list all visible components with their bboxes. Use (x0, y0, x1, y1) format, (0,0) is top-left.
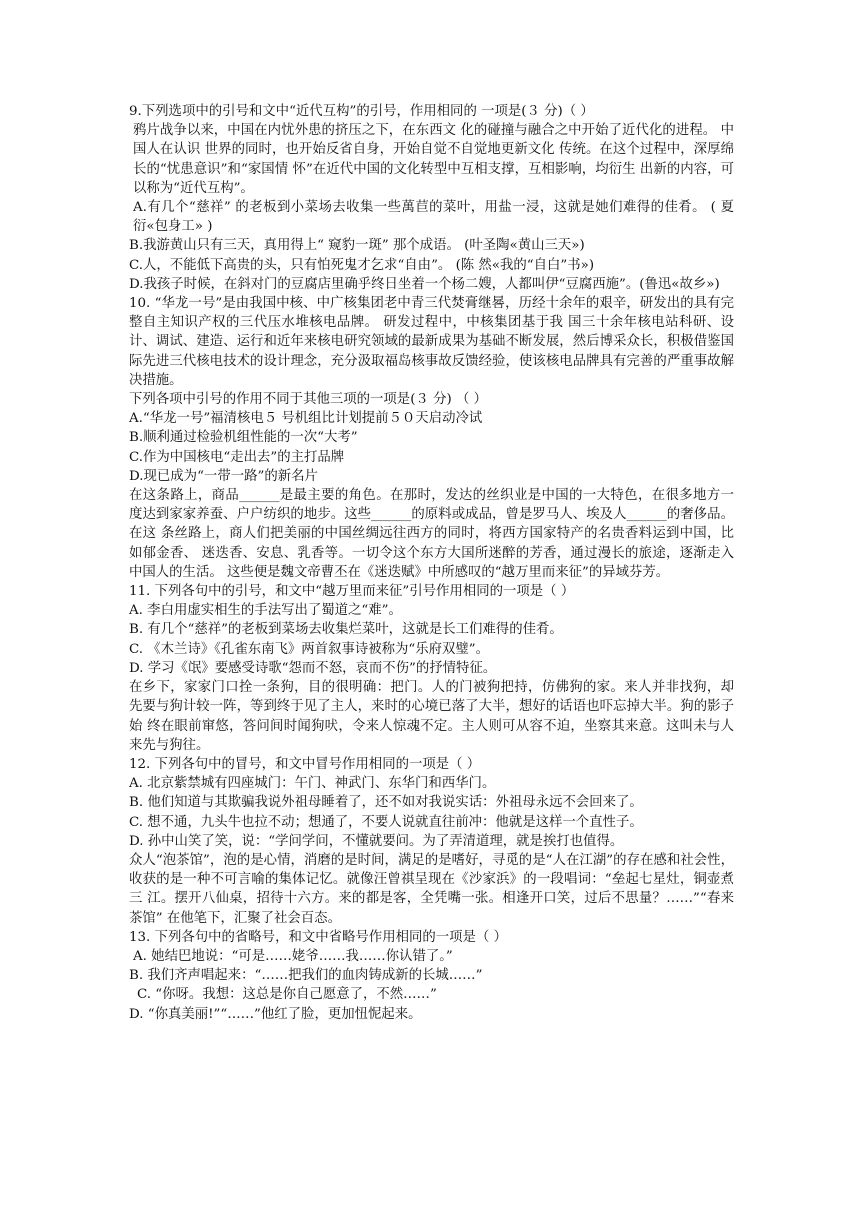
q12-stem: 12. 下列各句中的冒号，和文中冒号作用相同的一项是（ ） (129, 756, 481, 772)
q13-passage: 众人“泡茶馆”，泡的是心情，消磨的是时间，满足的是嗜好，寻觅的是“人在江湖”的存在感和社会性， 收获的是一种不可言喻的集体记忆。就像汪曾祺呈现在《沙家浜》的一段唱词：“垒起七星灶，铜壶煮三 江。摆开八仙桌，招待十六方。来的都是客，全凭嘴一张。相逢开口笑，过后不思量？……”“春来茶馆” 在他笔下，汇聚了社会百态。 (129, 852, 734, 926)
q11-option-d: D. 学习《氓》要感受诗歌“怨而不怒，哀而不伤”的抒情特征。 (129, 660, 497, 676)
q9-passage: 鸦片战争以来，中国在内忧外患的挤压之下，在东西文 化的碰撞与融合之中开始了近代化的进程。 中国人在认识 世界的同时，也开始反省自身，开始自觉不自觉地更新文化 传统。在这个过程中，深厚绵长的“忧患意识”和“家国情 怀”在近代中国的文化转型中互相支撑，互相影响，均衍生 出新的内容，可以称为“近代互构”。 (133, 123, 734, 196)
q12-option-a: A. 北京紫禁城有四座城门：午门、神武门、东华门和西华门。 (129, 776, 496, 792)
q9-option-b: B.我游黄山只有三天，真用得上“ 窥豹一斑” 那个成语。 (叶圣陶«黄山三天») (129, 238, 585, 254)
q11-option-b: B. 有几个“慈祥”的老板到菜场去收集烂菜叶，这就是长工们难得的佳肴。 (129, 622, 563, 638)
q9-option-c: C.人，不能低下高贵的头，只有怕死鬼才乞求“自由”。 (陈 然«我的“自白”书») (129, 257, 595, 273)
q12-option-c: C. 想不通，九头牛也拉不动；想通了，不要人说就直往前冲：他就是这样一个直性子。 (129, 814, 643, 830)
q9-option-a: A.有几个“慈祥” 的老板到小菜场去收集一些萬苣的菜叶，用盐一浸，这就是她们难得的佳肴。 ( 夏衍«包身工» ) (133, 200, 734, 235)
document-page (129, 102, 734, 1024)
q12-option-d: D. 孙中山笑了笑，说：“学问学问，不懂就要问。为了弄清道理，就是挨打也值得。 (129, 833, 624, 849)
q13-option-a: A. 她结巴地说：“可是……姥爷……我……你认错了。” (133, 948, 453, 964)
q11-passage: 在这条路上，商品______是最主要的角色。在那时，发达的丝织业是中国的一大特色，在很多地方一 度达到家家养蚕、户户纺织的地步。这些______的原料或成品，曾是罗马人、埃及人______的奢侈品。在这 条丝路上，商人们把美丽的中国丝绸远往西方的同时，将西方国家特产的名贵香料运到中国，比如郁金香、 迷迭香、安息、乳香等。一切令这个东方大国所迷醉的芳香，通过漫长的旅途，逐渐走入中国人的生活。 这些便是魏文帝曹丕在《迷迭赋》中所感叹的“越万里而来征”的异域芬芳。 (129, 488, 734, 580)
q12-passage: 在乡下，家家门口拴一条狗，目的很明确：把门。人的门被狗把持，仿佛狗的家。来人并非找狗，却 先要与狗计较一阵，等到终于见了主人，来时的心境已落了大半，想好的话语也吓忘掉大半。狗的影子始 终在眼前窜悠，答问间时闻狗吠，令来人惊魂不定。主人则可从容不迫，坐察其来意。这叫未与人来先与狗往。 (129, 680, 734, 753)
q13-stem: 13. 下列各句中的省略号，和文中省略号作用相同的一项是（ ） (129, 929, 507, 945)
q10-option-b: B.顺利通过检验机组性能的一次“大考” (129, 430, 358, 446)
q9-stem: 9.下列选项中的引号和文中“近代互构”的引号，作用相同的 一项是(３ 分)（ ） (129, 104, 594, 119)
q12-option-b: B. 他们知道与其欺骗我说外祖母睡着了，还不如对我说实话：外祖母永远不会回来了。 (129, 795, 643, 811)
q11-option-a: A. 李白用虚实相生的手法写出了蜀道之“难”。 (129, 603, 402, 619)
q10-option-a: A.“华龙一号”福清核电５ 号机组比计划提前５０天启动冷试 (129, 411, 483, 427)
q10-option-d: D.现已成为“一带一路”的新名片 (129, 468, 318, 484)
q13-option-c: C. “你呀。我想：这总是你自己愿意了，不然……” (137, 987, 437, 1003)
q10-passage: 10. “华龙一号”是由我国中核、中广核集团老中青三代焚膏继晷，历经十余年的艰辛，研发出的具有完整自主知识产权的三代压水堆核电品牌。 研发过程中，中核集团基于我 国三十余年核电站科研、设计、调试、建造、运行和近年来核电研究领域的最新成果为基础不断发展，然后博采众长，积极借鉴国际先进三代核电技术的设计理念，充分汲取福岛核事故反馈经验，使该核电品牌具有完善的严重事故解决措施。 (129, 296, 734, 388)
q13-option-b: B. 我们齐声唱起来：“……把我们的血肉铸成新的长城……” (129, 968, 483, 984)
q10-option-c: C.作为中国核电“走出去”的主打品牌 (129, 449, 345, 465)
q9-option-d: D.我孩子时候，在斜对门的豆腐店里确乎终日坐着一个杨二嫂，人都叫伊“豆腐西施”。(鲁迅«故乡») (129, 276, 720, 292)
q11-option-c: C. 《木兰诗》《孔雀东南飞》两首叙事诗被称为“乐府双璧”。 (129, 641, 490, 657)
q10-stem: 下列各项中引号的作用不同于其他三项的一项是(３ 分) （ ） (129, 392, 487, 408)
q11-stem: 11. 下列各句中的引号，和文中“越万里而来征”引号作用相同的一项是（ ） (129, 584, 575, 600)
q13-option-d: D. “你真美丽!”“……”他红了脸，更加忸怩起来。 (129, 1006, 422, 1022)
